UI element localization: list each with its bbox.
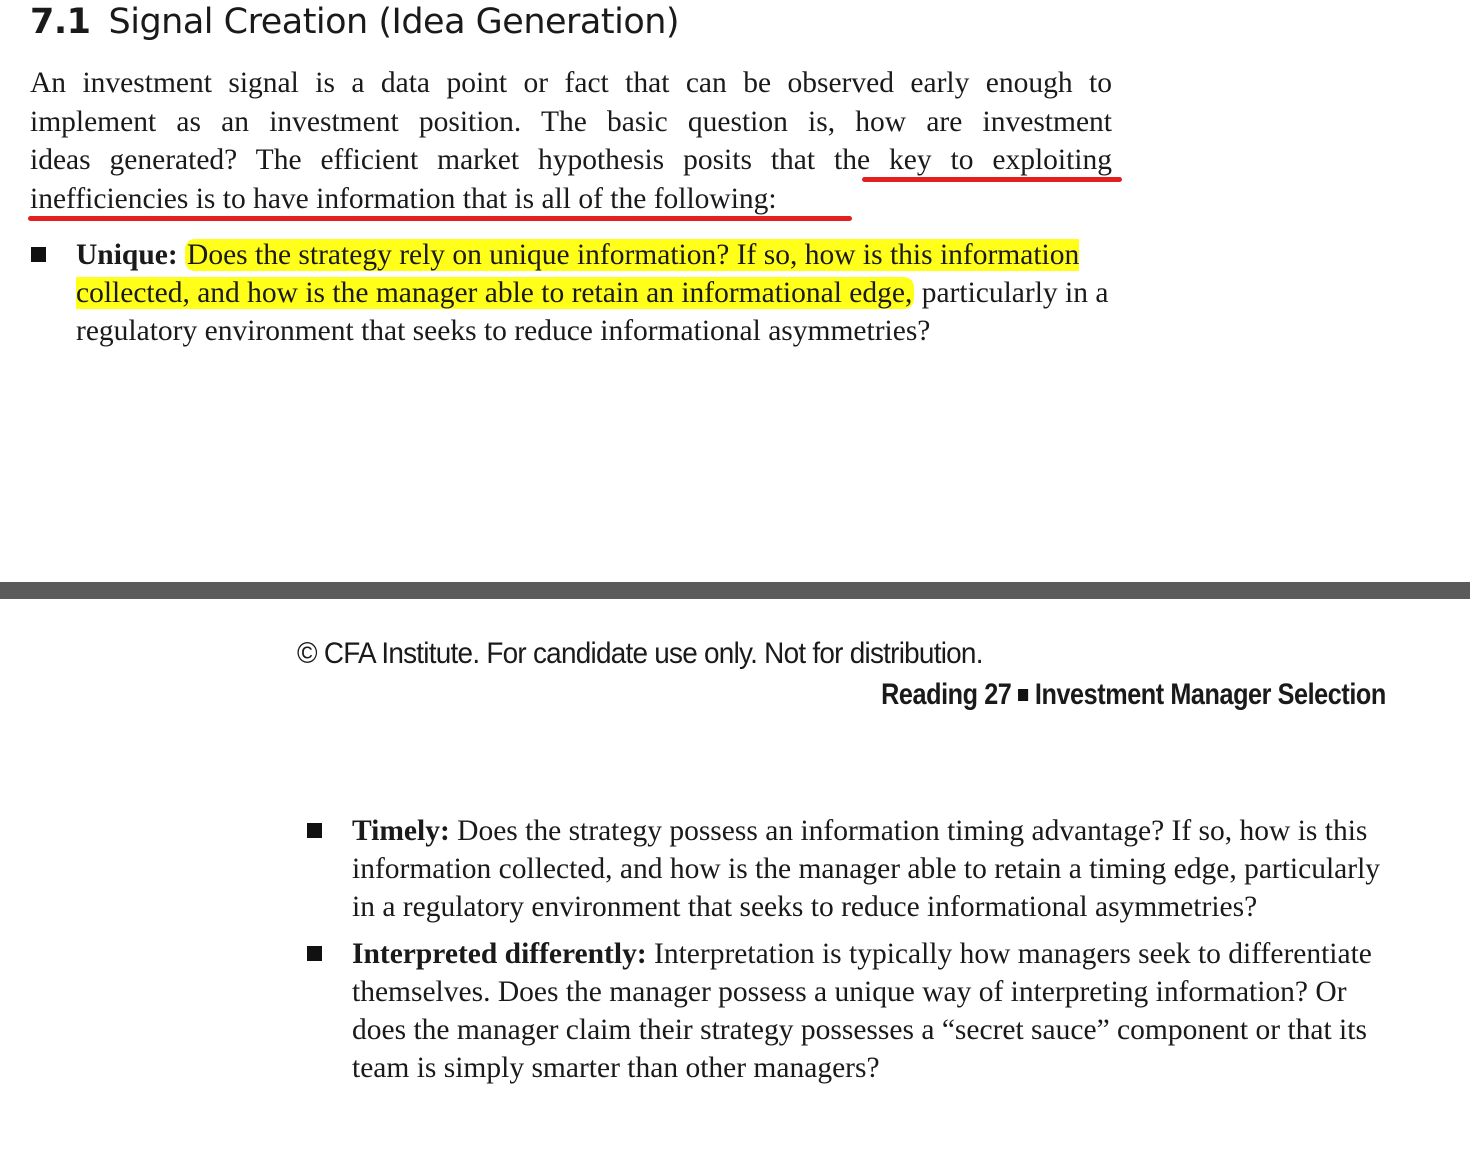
red-underline-mark xyxy=(28,216,852,221)
red-underline-mark xyxy=(862,177,1122,182)
section-number: 7.1 xyxy=(30,2,91,42)
square-bullet-icon xyxy=(31,247,46,262)
square-bullet-icon xyxy=(307,946,322,961)
intro-line: An investment signal is a data point or fact that can be observed early enough to xyxy=(30,67,1112,99)
intro-line: inefficiencies is to have information that is all of the following: xyxy=(30,182,777,215)
bullet-item-timely xyxy=(306,812,1406,927)
intro-paragraph xyxy=(30,64,1112,218)
bullet-list-top xyxy=(30,236,1130,359)
bullet-term: Timely: xyxy=(352,815,450,847)
square-separator-icon xyxy=(1018,689,1028,701)
copyright-notice: © CFA Institute. For candidate use only. Not for distribution. xyxy=(297,637,983,670)
bullet-item-unique xyxy=(30,236,1130,351)
bullet-term: Interpreted differently: xyxy=(352,937,647,970)
square-bullet-icon xyxy=(307,823,322,838)
bullet-text: Interpretation is typically how managers seek to differentiate themselves. Does the manager possess a unique way of interpreting information? Or does the manager claim their strategy possesses a “secret sauce” component or that its team is simply smarter than other managers? xyxy=(352,937,1372,1085)
bullet-term: Unique: xyxy=(76,239,178,271)
reading-number: Reading 27 xyxy=(881,678,1012,711)
intro-line: implement as an investment position. The basic question is, how are investment xyxy=(30,105,1112,138)
page-divider xyxy=(0,582,1470,599)
highlighted-text: Does the strategy rely on unique information? If so, how is this information collected, and how is the manager able to retain an informational edge, xyxy=(76,239,1080,310)
reading-title: Investment Manager Selection xyxy=(1035,678,1386,711)
bullet-list-bottom xyxy=(306,812,1406,1095)
running-header xyxy=(881,678,1386,712)
bullet-text: particularly in a regulatory environment that seeks to reduce informational asymmetries? xyxy=(76,277,1109,348)
bullet-text: Does the strategy possess an information timing advantage? If so, how is this information collected, and how is the manager able to retain a timing edge, particularly in a regulatory environment that seeks to reduce informational asymmetries? xyxy=(352,815,1381,924)
intro-line: ideas generated? The efficient market hypothesis posits that the key to exploiting xyxy=(30,144,1112,176)
bullet-item-interpreted xyxy=(306,935,1406,1088)
section-heading xyxy=(30,2,679,42)
section-title: Signal Creation (Idea Generation) xyxy=(108,2,680,42)
